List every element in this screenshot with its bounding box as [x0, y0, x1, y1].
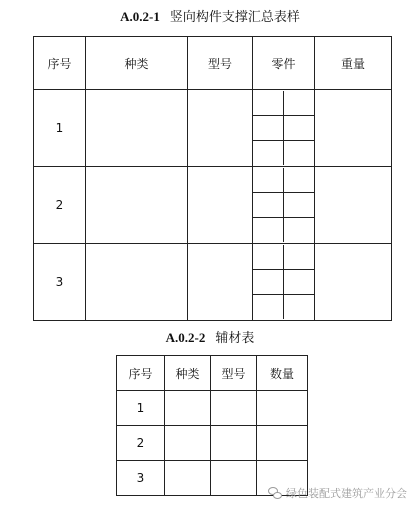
table1-caption-number: A.0.2-1 [120, 9, 160, 24]
table1-cell-kind [86, 244, 188, 321]
parts-subcell [284, 218, 315, 243]
parts-subcell [253, 168, 284, 193]
parts-grid [253, 245, 314, 319]
table1-header-kind: 种类 [86, 37, 188, 90]
table2-header-seq: 序号 [117, 356, 165, 391]
watermark [268, 485, 407, 501]
table1-cell-seq: 1 [34, 90, 86, 167]
parts-subcell [284, 270, 315, 295]
parts-subcell [253, 295, 284, 320]
parts-grid [253, 91, 314, 165]
table1-cell-model [188, 90, 253, 167]
table1-cell-model [188, 244, 253, 321]
table1-cell-seq: 3 [34, 244, 86, 321]
parts-subcell [253, 193, 284, 218]
table1-header-row [34, 37, 392, 90]
auxiliary-materials-table [116, 355, 308, 496]
table1-cell-weight [315, 90, 392, 167]
table2-cell-kind [165, 391, 211, 426]
table2-cell-qty [257, 426, 308, 461]
parts-subcell [253, 116, 284, 141]
table1-header-seq: 序号 [34, 37, 86, 90]
parts-subcell [284, 91, 315, 116]
table1-cell-model [188, 167, 253, 244]
table2-cell-kind [165, 426, 211, 461]
parts-subcell [253, 245, 284, 270]
parts-subcell [253, 218, 284, 243]
support-summary-table [33, 36, 392, 321]
parts-subcell [284, 141, 315, 166]
parts-grid [253, 168, 314, 242]
table1-cell-parts [253, 167, 315, 244]
table1-caption [0, 9, 420, 26]
table2-header-kind: 种类 [165, 356, 211, 391]
table1-cell-seq: 2 [34, 167, 86, 244]
table-row [117, 426, 308, 461]
table2-cell-seq: 3 [117, 461, 165, 496]
table1-cell-kind [86, 167, 188, 244]
parts-subcell [284, 168, 315, 193]
table2-caption-number: A.0.2-2 [165, 330, 206, 345]
table2-cell-model [211, 391, 257, 426]
table2-cell-seq: 2 [117, 426, 165, 461]
parts-subcell [284, 295, 315, 320]
table1-cell-weight [315, 167, 392, 244]
table-row [34, 90, 392, 167]
table2-cell-model [211, 461, 257, 496]
parts-subcell [284, 116, 315, 141]
table2-caption [0, 330, 420, 347]
table1-header-parts: 零件 [253, 37, 315, 90]
table2-header-qty: 数量 [257, 356, 308, 391]
parts-subcell [284, 245, 315, 270]
table2-cell-seq: 1 [117, 391, 165, 426]
table2-header-row [117, 356, 308, 391]
wechat-icon [268, 487, 282, 499]
table1-header-model: 型号 [188, 37, 253, 90]
table2-caption-title: 辅材表 [215, 331, 255, 346]
table1-cell-kind [86, 90, 188, 167]
table2-cell-kind [165, 461, 211, 496]
watermark-text: 绿色装配式建筑产业分会 [286, 487, 407, 500]
table2-header-model: 型号 [211, 356, 257, 391]
table-row [117, 391, 308, 426]
table2-cell-qty [257, 391, 308, 426]
table-row [34, 167, 392, 244]
table1-header-weight: 重量 [315, 37, 392, 90]
parts-subcell [284, 193, 315, 218]
table1-caption-title: 竖向构件支撑汇总表样 [169, 10, 300, 25]
table-row [34, 244, 392, 321]
table2-cell-model [211, 426, 257, 461]
table1-cell-weight [315, 244, 392, 321]
parts-subcell [253, 141, 284, 166]
parts-subcell [253, 270, 284, 295]
parts-subcell [253, 91, 284, 116]
table1-cell-parts [253, 244, 315, 321]
table1-cell-parts [253, 90, 315, 167]
